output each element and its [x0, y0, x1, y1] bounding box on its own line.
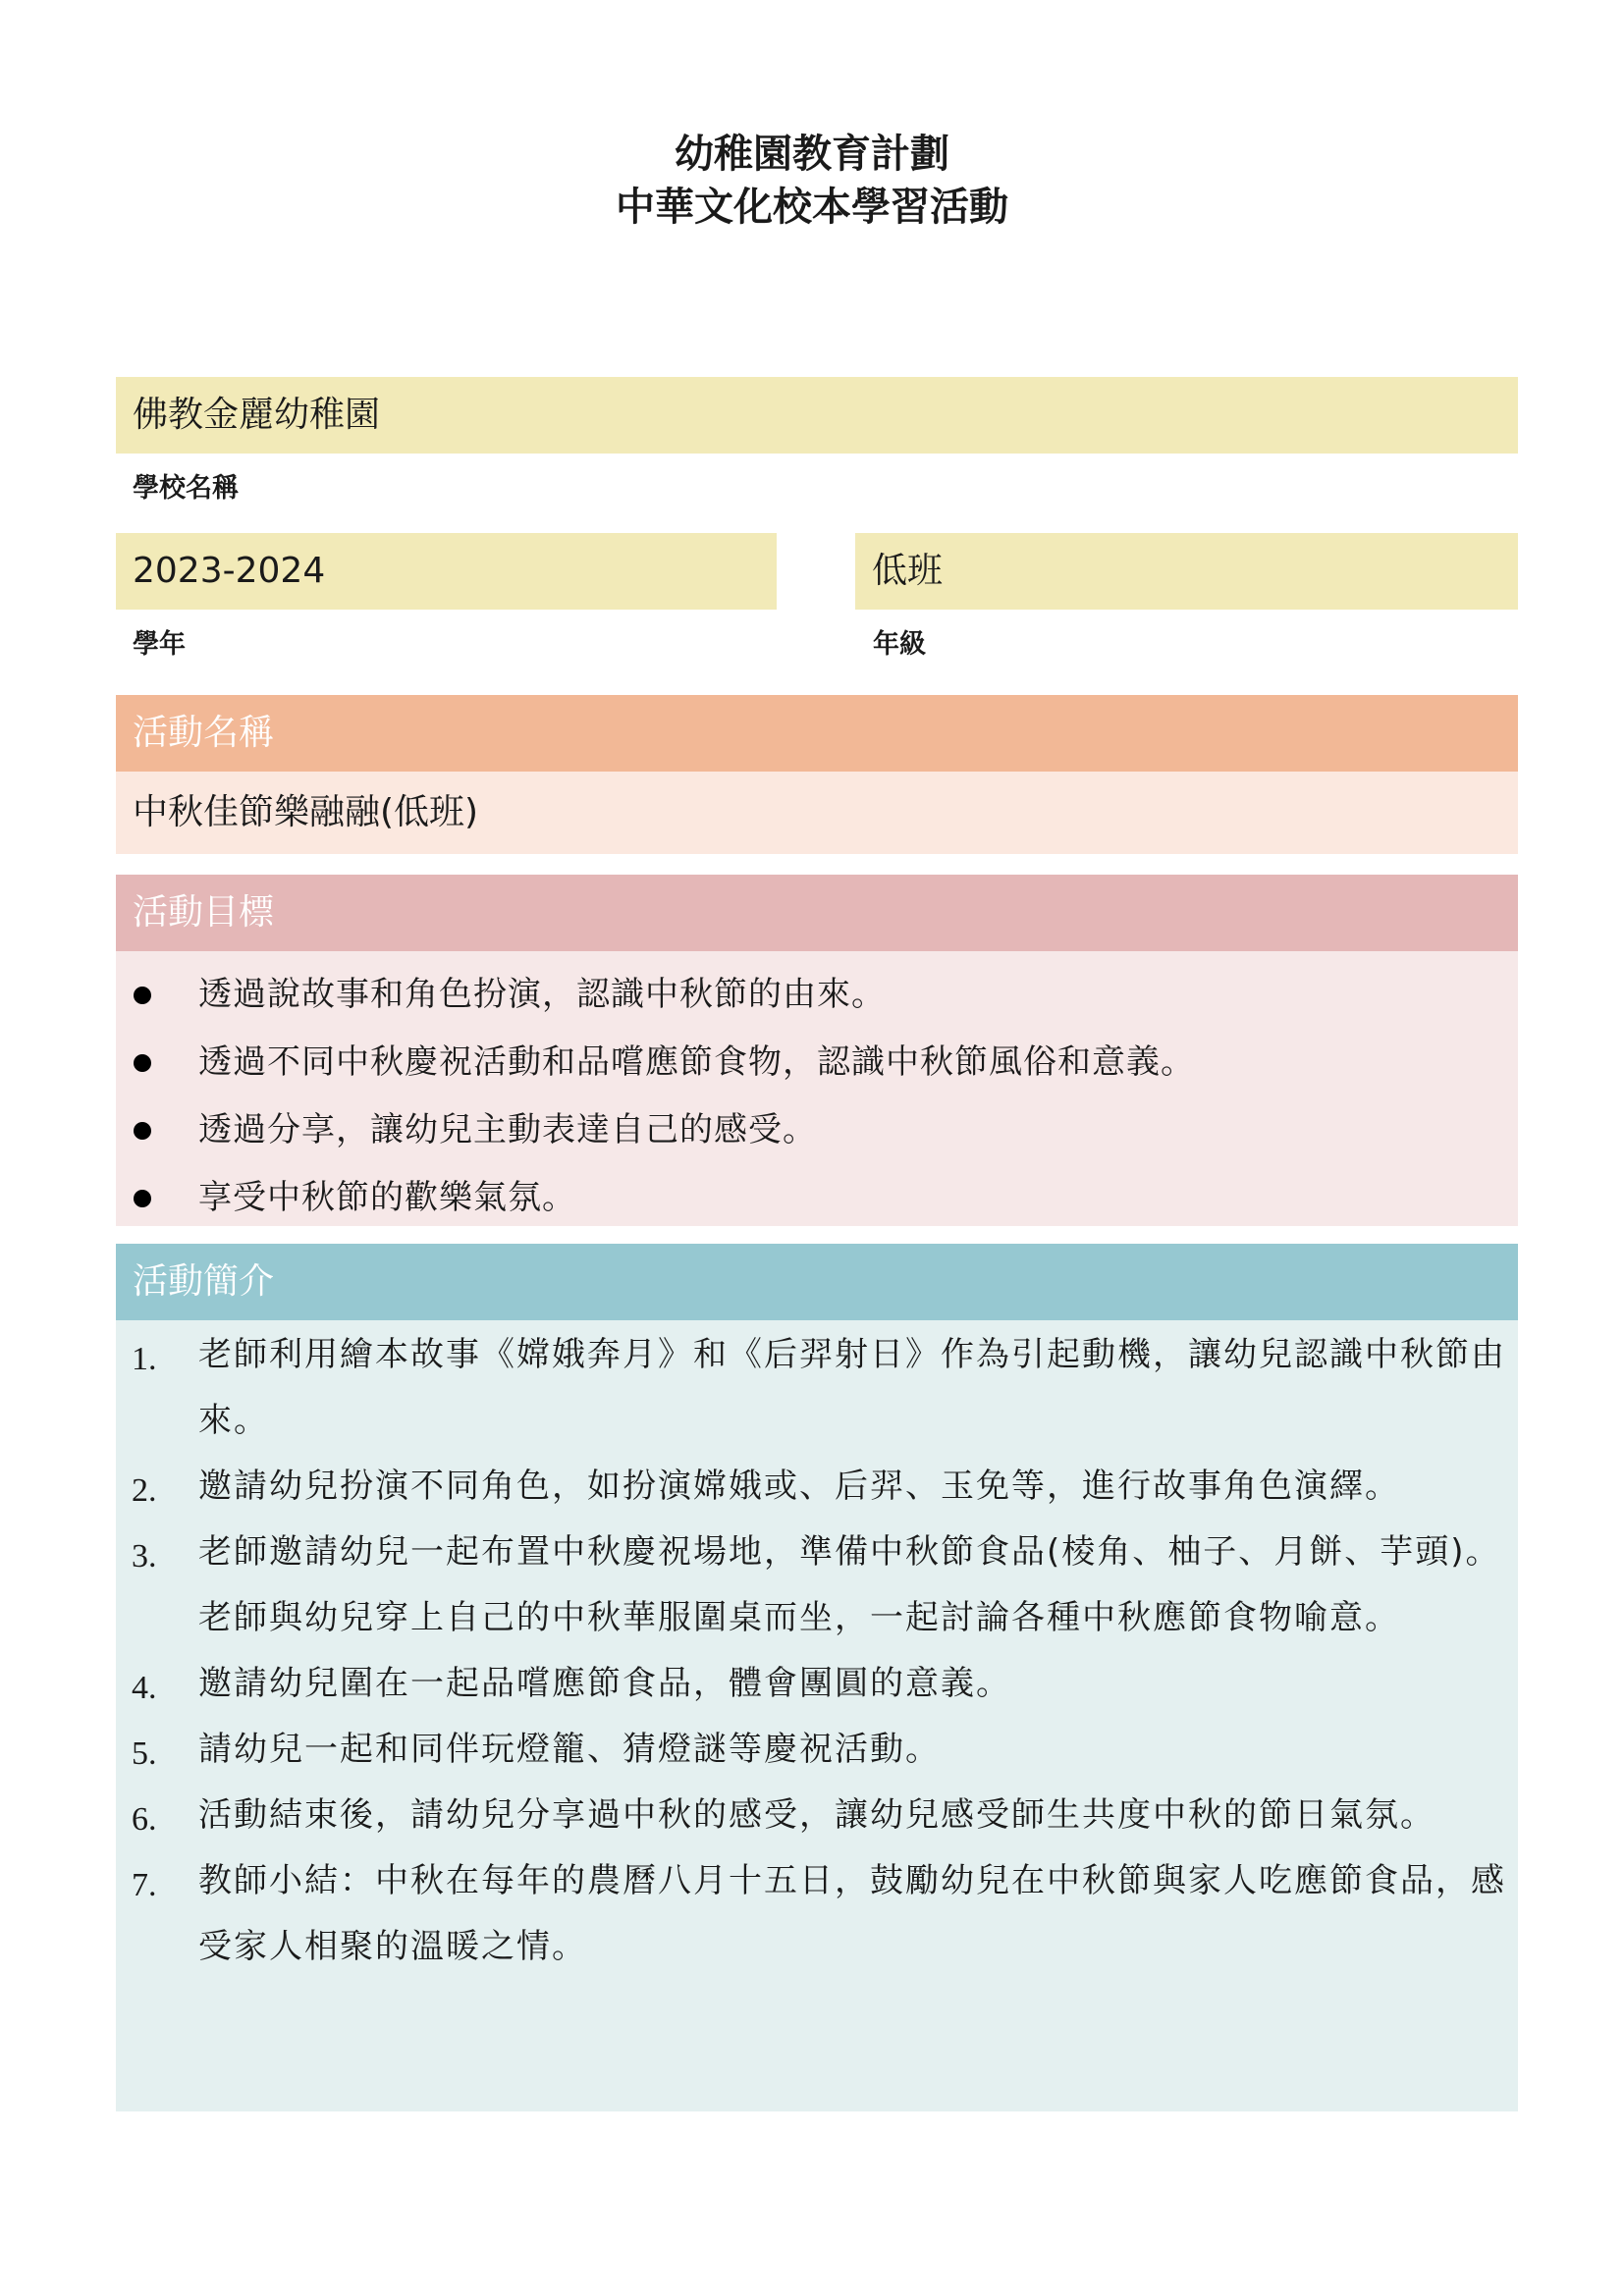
objective-text: 透過不同中秋慶祝活動和品嚐應節食物，認識中秋節風俗和意義。	[198, 1042, 1195, 1082]
item-text: 教師小結：中秋在每年的農曆八月十五日，鼓勵幼兒在中秋節與家人吃應節食品，感受家人相聚的溫暖之情。	[198, 1861, 1506, 1966]
introduction-item	[116, 1520, 1518, 1651]
introduction-item	[116, 1454, 1518, 1520]
introduction-item	[116, 1717, 1518, 1783]
page-title	[0, 128, 1624, 234]
introduction-item	[116, 1783, 1518, 1848]
item-text: 邀請幼兒扮演不同角色，如扮演嫦娥或、后羿、玉免等，進行故事角色演繹。	[198, 1467, 1400, 1506]
bullet-icon	[134, 1054, 151, 1072]
school-name-field[interactable]: 佛教金麗幼稚園	[116, 377, 1518, 454]
bullet-icon	[134, 1122, 151, 1140]
grade-label: 年級	[873, 629, 926, 660]
introduction-item	[116, 1848, 1518, 1980]
bullet-icon	[134, 987, 151, 1004]
item-number: 1.	[132, 1341, 157, 1377]
introduction-header: 活動簡介	[116, 1244, 1518, 1320]
title-line-2: 中華文化校本學習活動	[616, 185, 1008, 230]
item-number: 2.	[132, 1472, 157, 1509]
school-name-label: 學校名稱	[133, 473, 239, 504]
item-text: 請幼兒一起和同伴玩燈籠、猜燈謎等慶祝活動。	[198, 1730, 941, 1769]
objective-item	[116, 1029, 1518, 1096]
item-text: 老師利用繪本故事《嫦娥奔月》和《后羿射日》作為引起動機，讓幼兒認識中秋節由來。	[198, 1335, 1506, 1440]
objective-text: 享受中秋節的歡樂氣氛。	[198, 1178, 576, 1217]
introduction-item	[116, 1322, 1518, 1454]
objective-item	[116, 961, 1518, 1029]
objectives-header: 活動目標	[116, 875, 1518, 951]
introduction-list	[116, 1320, 1518, 2111]
item-number: 6.	[132, 1801, 157, 1838]
item-number: 3.	[132, 1538, 157, 1575]
item-text: 活動結束後，請幼兒分享過中秋的感受，讓幼兒感受師生共度中秋的節日氣氛。	[198, 1795, 1435, 1835]
objective-text: 透過說故事和角色扮演，認識中秋節的由來。	[198, 975, 886, 1014]
school-year-label: 學年	[133, 629, 186, 660]
objective-item	[116, 1096, 1518, 1164]
item-number: 4.	[132, 1670, 157, 1706]
objectives-list	[116, 951, 1518, 1226]
objective-item	[116, 1164, 1518, 1232]
item-text: 老師邀請幼兒一起布置中秋慶祝場地，準備中秋節食品(棱角、柚子、月餅、芋頭)。老師與幼兒穿上自己的中秋華服圍桌而坐，一起討論各種中秋應節食物喻意。	[198, 1532, 1501, 1637]
introduction-item	[116, 1651, 1518, 1717]
item-number: 7.	[132, 1867, 157, 1903]
activity-name-header: 活動名稱	[116, 695, 1518, 772]
bullet-icon	[134, 1190, 151, 1207]
title-line-1: 幼稚園教育計劃	[675, 132, 949, 177]
item-text: 邀請幼兒圍在一起品嚐應節食品，體會團圓的意義。	[198, 1664, 1011, 1703]
item-number: 5.	[132, 1735, 157, 1772]
school-year-field[interactable]: 2023-2024	[116, 533, 777, 610]
grade-field[interactable]: 低班	[855, 533, 1518, 610]
activity-name-value[interactable]: 中秋佳節樂融融(低班)	[116, 772, 1518, 854]
objective-text: 透過分享，讓幼兒主動表達自己的感受。	[198, 1110, 817, 1149]
